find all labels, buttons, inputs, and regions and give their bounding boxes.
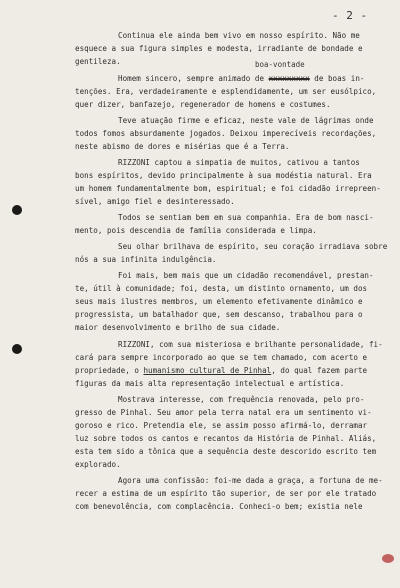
line-text: esta tem sido a tônica que a sequência deste descorido escrito tem xyxy=(75,447,377,456)
text-line xyxy=(75,367,367,375)
binder-hole-top xyxy=(12,205,22,215)
text-line xyxy=(75,490,376,498)
text-line xyxy=(75,503,363,511)
line-text: de boas in- xyxy=(309,74,365,83)
line-text: explorado. xyxy=(75,460,121,469)
line-text: bons espíritos, devido principalmente à sua modéstia natural. Era xyxy=(75,171,372,180)
text-line xyxy=(118,341,383,349)
text-line xyxy=(75,130,376,138)
line-text: todos fomos absurdamente jogados. Deixou imperecíveis recordações, xyxy=(75,129,377,138)
text-line xyxy=(118,272,374,280)
struck-text: xxxxxxxxx xyxy=(268,74,310,83)
line-text: progressista, um batalhador que, sem descanso, trabalhou para o xyxy=(75,310,363,319)
binder-hole-bottom xyxy=(12,344,22,354)
line-text: Homem sincero, sempre animado de xyxy=(118,74,269,83)
line-text: gentileza. xyxy=(75,57,121,66)
text-line xyxy=(75,409,372,417)
underlined-text: humanismo cultural de Pinhal xyxy=(143,366,272,375)
page-number: - 2 - xyxy=(332,9,368,22)
text-line xyxy=(118,243,387,251)
line-text: RIZZONI captou a simpatia de muitos, cativou a tantos xyxy=(118,158,360,167)
line-text: goroso e rico. Pretendia ele, se assim posso afirmá-lo, derramar xyxy=(75,421,368,430)
line-text: Continua ele ainda bem vivo em nosso espírito. Não me xyxy=(118,31,360,40)
text-line xyxy=(75,298,363,306)
line-text: figuras da mais alta representação intelectual e artística. xyxy=(75,379,345,388)
line-text: sível, amigo fiel e desinteressado. xyxy=(75,197,235,206)
line-text: recer a estima de um espírito tão superior, de ser por ele tratado xyxy=(75,489,377,498)
text-line xyxy=(118,75,364,83)
text-line xyxy=(75,227,317,235)
line-text: mento, pois descendia de família considerada e limpa. xyxy=(75,226,317,235)
text-line xyxy=(118,477,383,485)
line-text: quer dizer, banfazejo, regenerador de homens e costumes. xyxy=(75,100,331,109)
line-text: maior desenvolvimento e brilho de sua cidade. xyxy=(75,323,281,332)
line-text: um homem fundamentalmente bom, espiritual; e foi cidadão irrepreen- xyxy=(75,184,381,193)
text-line xyxy=(75,435,376,443)
text-line xyxy=(75,143,290,151)
text-line xyxy=(118,32,360,40)
line-text: Teve atuação firme e eficaz, neste vale de lágrimas onde xyxy=(118,116,374,125)
text-line xyxy=(118,214,374,222)
line-text: esquece a sua figura simples e modesta, irradiante de bondade e xyxy=(75,44,363,53)
text-line xyxy=(75,101,331,109)
text-line xyxy=(75,88,376,96)
line-text: propriedade, o xyxy=(75,366,144,375)
text-line xyxy=(75,198,235,206)
line-text: com benevolência, com complacência. Conheci-o bem; existia nele xyxy=(75,502,363,511)
line-text: RIZZONI, com sua misteriosa e brilhante personalidade, fi- xyxy=(118,340,383,349)
line-text: , do qual fazem parte xyxy=(271,366,368,375)
line-text: te, útil à comunidade; foi, desta, um distinto ornamento, um dos xyxy=(75,284,368,293)
line-text: Mostrava interesse, com frequência renovada, pelo pro- xyxy=(118,395,365,404)
text-line xyxy=(75,324,280,332)
line-text: nós a sua infinita indulgência. xyxy=(75,255,217,264)
handwritten-insertion: boa-vontade xyxy=(255,60,305,69)
line-text: gresso de Pinhal. Seu amor pela terra natal era um sentimento vi- xyxy=(75,408,372,417)
line-text: cará para sempre incorporado ao que se tem chamado, com acerto e xyxy=(75,353,368,362)
text-line xyxy=(75,448,376,456)
text-line xyxy=(75,256,216,264)
line-text: Todos se sentiam bem em sua companhia. Era de bom nasci- xyxy=(118,213,374,222)
line-text: seus mais ilustres membros, um elemento efetivamente dinâmico e xyxy=(75,297,363,306)
line-text: Seu olhar brilhava de espírito, seu coração irradiava sobre xyxy=(118,242,388,251)
text-line xyxy=(75,461,121,469)
text-line xyxy=(118,117,374,125)
text-line xyxy=(75,354,367,362)
text-line xyxy=(118,396,364,404)
red-ink-mark-icon xyxy=(382,554,394,563)
text-line xyxy=(118,159,360,167)
text-line xyxy=(75,185,381,193)
line-text: neste abismo de dores e misérias que é a Terra. xyxy=(75,142,290,151)
text-line xyxy=(75,45,363,53)
text-line xyxy=(75,311,363,319)
text-line xyxy=(75,380,344,388)
text-line xyxy=(75,172,372,180)
line-text: Agora uma confissão: foi-me dada a graça, a fortuna de me- xyxy=(118,476,383,485)
line-text: tenções. Era, verdadeiramente e esplendidamente, um ser eusólpico, xyxy=(75,87,377,96)
text-line xyxy=(75,58,121,66)
line-text: Foi mais, bem mais que um cidadão recomendável, prestan- xyxy=(118,271,374,280)
text-line xyxy=(75,422,367,430)
text-line xyxy=(75,285,367,293)
line-text: luz sobre todos os cantos e recantos da História de Pinhal. Aliás, xyxy=(75,434,377,443)
